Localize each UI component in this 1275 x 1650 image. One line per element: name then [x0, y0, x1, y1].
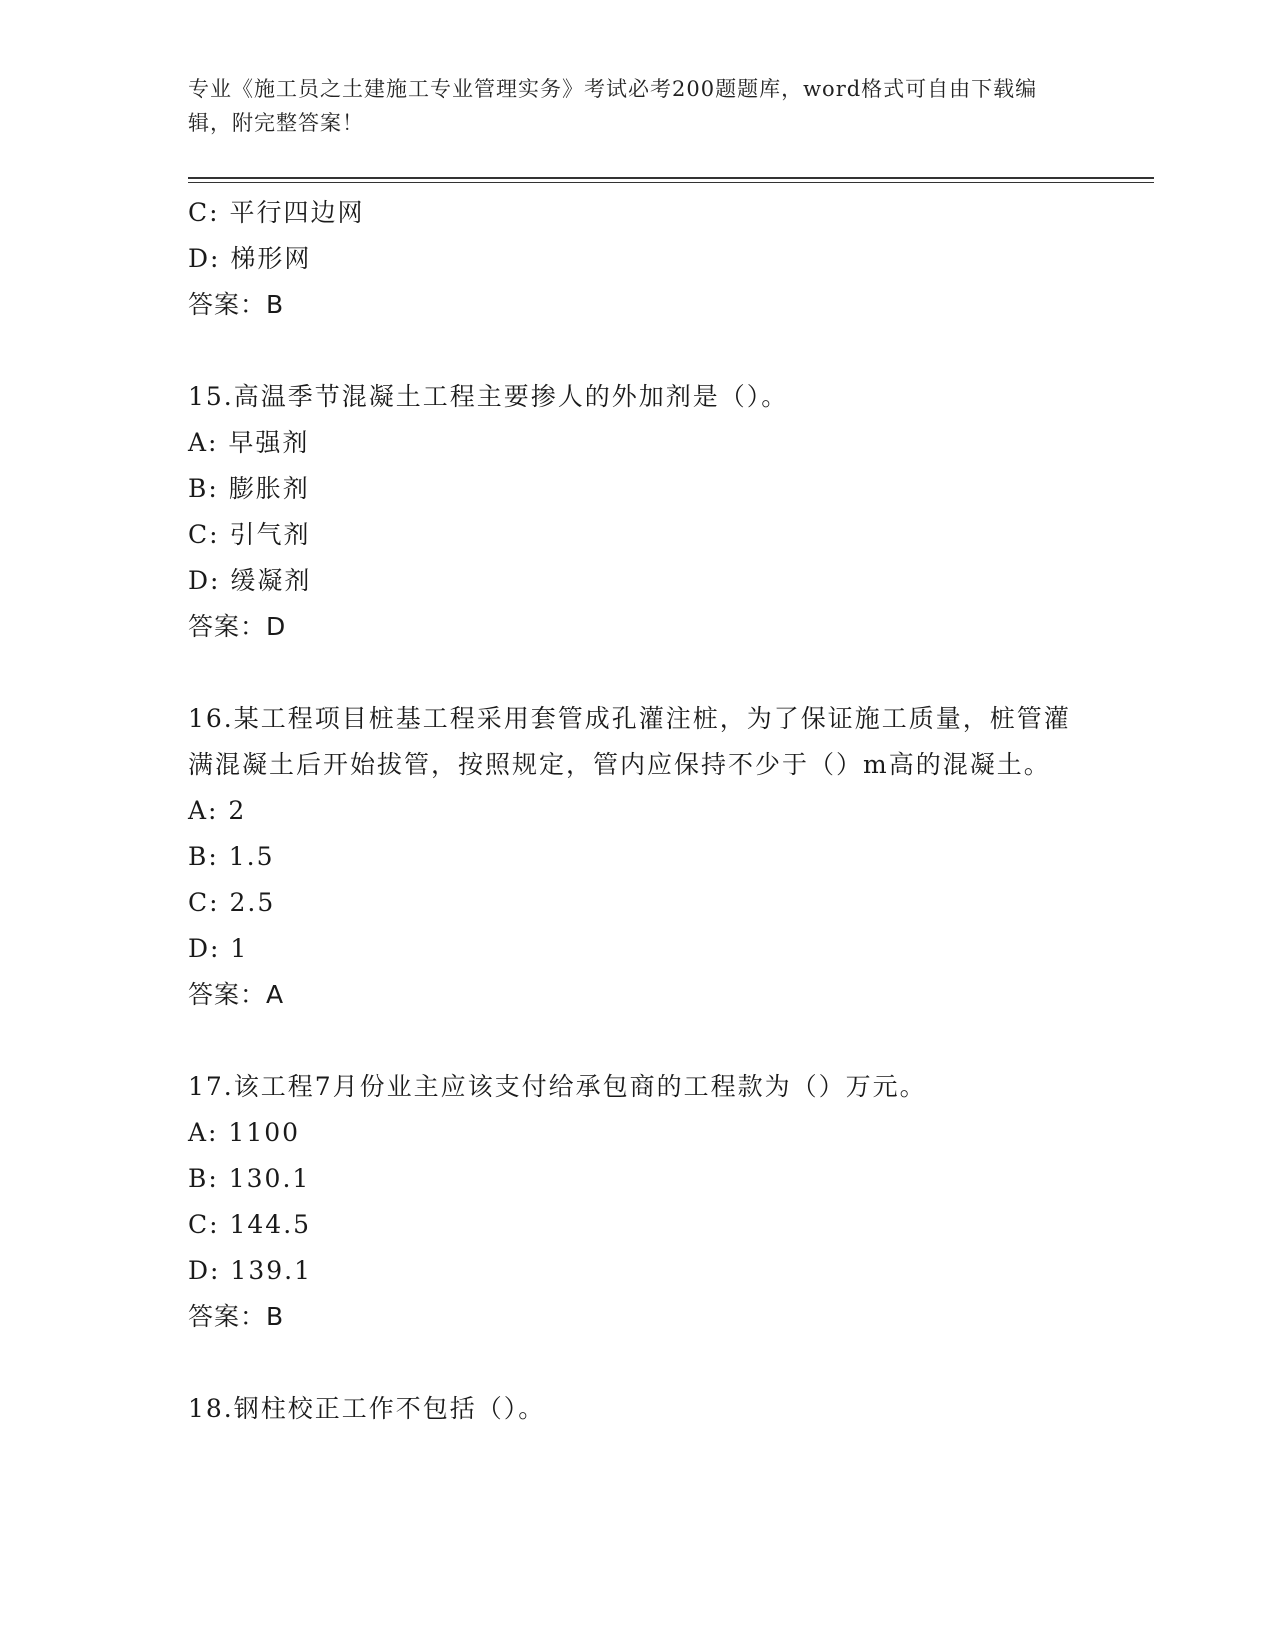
- option-c: C: 2.5: [188, 888, 276, 917]
- spacer: [188, 650, 1088, 696]
- option-b: B: 膨胀剂: [188, 474, 310, 503]
- question-17: [188, 1064, 1088, 1340]
- option-b: B: 130.1: [188, 1164, 311, 1193]
- question-stem: 15.高温季节混凝土工程主要掺人的外加剂是（）。: [188, 382, 789, 411]
- option-a: A: 1100: [188, 1118, 301, 1147]
- header-rule-thin: [188, 182, 1154, 183]
- question-18: [188, 1386, 1088, 1432]
- option-a: A: 2: [188, 796, 247, 825]
- question-stem: 16.某工程项目桩基工程采用套管成孔灌注桩，为了保证施工质量，桩管灌满混凝土后开始拔管，按照规定，管内应保持不少于（）m高的混凝土。: [188, 704, 1071, 779]
- option-a: A: 早强剂: [188, 428, 310, 457]
- option-d: D: 1: [188, 934, 249, 963]
- option-d: D: 缓凝剂: [188, 566, 312, 595]
- document-header: 专业《施工员之土建施工专业管理实务》考试必考200题题库，word格式可自由下载编辑，附完整答案！: [188, 77, 1038, 135]
- question-15: [188, 374, 1088, 650]
- question-stem: 17.该工程7月份业主应该支付给承包商的工程款为（）万元。: [188, 1072, 927, 1101]
- answer-line: 答案：B: [188, 1302, 285, 1331]
- spacer: [188, 1018, 1088, 1064]
- question-list: [188, 190, 1088, 1432]
- question-stem: 18.钢柱校正工作不包括（）。: [188, 1394, 546, 1423]
- question-16: [188, 696, 1088, 1018]
- option-d: D: 梯形网: [188, 244, 312, 273]
- answer-line: 答案：D: [188, 612, 287, 641]
- spacer: [188, 1340, 1088, 1386]
- spacer: [188, 328, 1088, 374]
- option-c: C: 平行四边网: [188, 198, 365, 227]
- option-c: C: 引气剂: [188, 520, 311, 549]
- header-rule-thick: [188, 177, 1154, 179]
- option-c: C: 144.5: [188, 1210, 312, 1239]
- option-b: B: 1.5: [188, 842, 275, 871]
- carryover-block: [188, 190, 1088, 328]
- answer-line: 答案：A: [188, 980, 285, 1009]
- answer-line: 答案：B: [188, 290, 285, 319]
- option-d: D: 139.1: [188, 1256, 312, 1285]
